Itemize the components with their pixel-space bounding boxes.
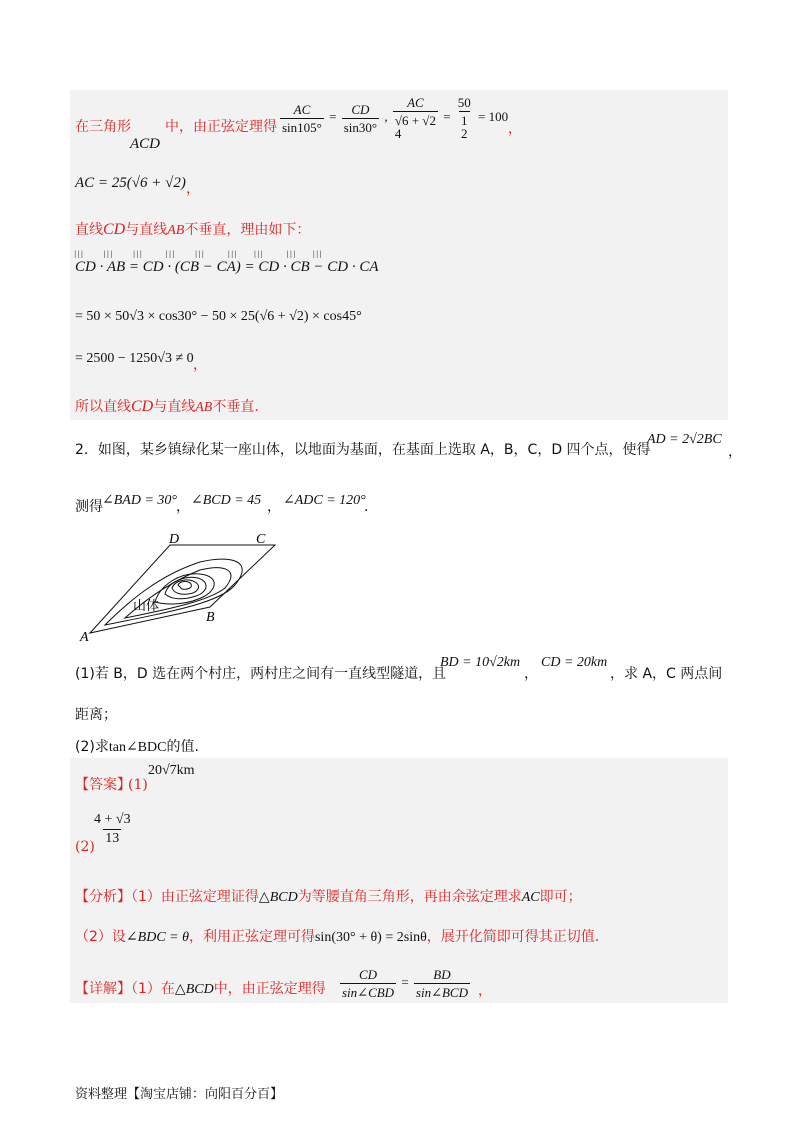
answer-tag: 【答案】 xyxy=(75,777,131,793)
problem2-text2: 测得 xyxy=(75,499,103,515)
sep: ， xyxy=(176,499,190,515)
point-b: B xyxy=(206,610,215,625)
analysis-line2: （2）设∠BDC = θ，利用正弦定理可得sin(30° + θ) = 2sinθ，展开化简即可得其正切值. xyxy=(75,929,600,945)
answer-box xyxy=(70,758,728,1003)
answer-p2-value: $\frac{4 + √3}{13}$ xyxy=(94,812,131,846)
question1-text: (1)若 B，D 选在两个村庄，两村庄之间有一直线型隧道，且 xyxy=(75,666,447,682)
point-c: C xyxy=(256,532,266,547)
problem2-text1: 2．如图，某乡镇绿化某一座山体，以地面为基面，在基面上选取 A，B，C，D 四个点，使得 xyxy=(75,442,651,458)
detail-equation: $\frac{CD}{\text{sin∠CBD}}$ = $\frac{BD}{\text{sin∠BCD}}$ xyxy=(342,967,468,1000)
point-d: D xyxy=(169,532,180,547)
equation-result: = 2500 − 1250√3 ≠ 0 xyxy=(75,351,194,366)
mountain-figure xyxy=(60,530,290,645)
sep: ， xyxy=(267,499,281,515)
mountain-label: 山体 xyxy=(133,599,160,614)
analysis-line1: 【分析】（1）由正弦定理证得△BCD为等腰直角三角形，再由余弦定理求AC即可； xyxy=(75,889,582,905)
label-ab: AB xyxy=(195,400,213,415)
condition-ad: AD = 2√2BC xyxy=(647,432,722,447)
label-cd: CD xyxy=(131,398,154,415)
vector-marks: ||| ||| ||| ||| ||| ||| ||| ||| ||| xyxy=(74,250,323,258)
triangle-acd: ACD xyxy=(130,136,160,152)
equation-line1: $\frac{AC}{\sin 105^\circ}$ = $\frac{CD}{\sin 30^\circ}$ , AC √6 + √2 4 = 50 1 2 = 100 xyxy=(282,95,509,141)
text-line1-prefix: 在三角形 xyxy=(75,119,131,135)
cond-end: ， xyxy=(728,444,742,460)
bd-length: BD = 10√2km xyxy=(440,655,521,670)
theta-def: ∠BDC = θ xyxy=(125,930,189,945)
equation-expand: = 50 × 50√3 × cos30° − 50 × 25(√6 + √2) × cos45° xyxy=(75,309,362,324)
cd-length: CD = 20km xyxy=(541,655,608,670)
angle-bcd: ∠BCD = 45 xyxy=(191,493,262,508)
label-cd: CD xyxy=(103,221,126,238)
equation-vectors: CD · AB = CD · (CB − CA) = CD · CB − CD · CA xyxy=(75,259,379,275)
equation-ac: AC = 25(√6 + √2) xyxy=(75,175,186,191)
line6-end: ， xyxy=(193,357,207,373)
angle-bad: ∠BAD = 30° xyxy=(102,493,177,508)
line2-end: ， xyxy=(186,181,200,197)
text-line1-mid: 中，由正弦定理得 xyxy=(165,119,277,135)
label-ac: AC xyxy=(521,890,540,905)
sep: ， xyxy=(524,666,538,682)
tan-bdc: tan∠BDC xyxy=(108,740,167,755)
line1-end: ， xyxy=(508,121,522,137)
question2-text: (2)求tan∠BDC的值. xyxy=(75,739,199,755)
question1-text-b: ，求 A，C 两点间 xyxy=(610,666,723,682)
text-conclusion: 所以直线CD与直线AB不垂直. xyxy=(75,398,259,415)
detail-end: ， xyxy=(478,983,492,999)
answer-p1: (1) xyxy=(128,777,148,793)
detail-line: 【详解】（1）在△BCD中，由正弦定理得 xyxy=(75,981,326,997)
footer-text: 资料整理【淘宝店铺：向阳百分百】 xyxy=(75,1087,284,1102)
label-ab: AB xyxy=(167,223,185,238)
end: . xyxy=(364,499,369,515)
question1-text-c: 距离； xyxy=(75,707,117,723)
sine-equation: sin(30° + θ) = 2sinθ xyxy=(314,930,427,945)
point-a: A xyxy=(80,630,89,645)
triangle-bcd: △BCD xyxy=(174,982,214,997)
text-line3: 直线CD与直线AB不垂直，理由如下： xyxy=(75,221,311,238)
triangle-bcd: △BCD xyxy=(258,890,298,905)
answer-p1-value: 20√7km xyxy=(148,763,195,778)
answer-p2: (2) xyxy=(75,839,95,855)
angle-adc: ∠ADC = 120° xyxy=(283,493,366,508)
